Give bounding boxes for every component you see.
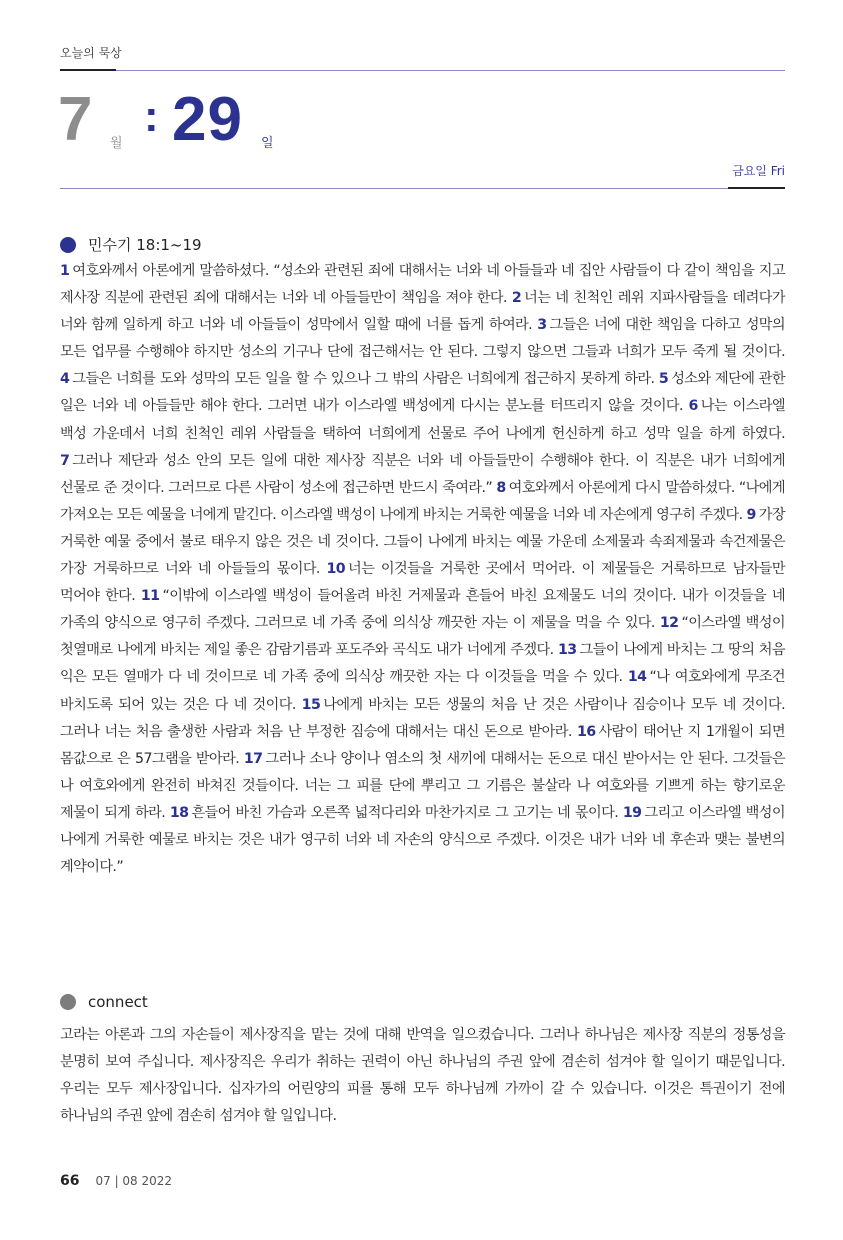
verse-text: 여호와께서 아론에게 다시 말씀하셨다. “나에게 가져오는 모든 예물을 너에게 맡긴다. 이스라엘 백성이 나에게 바치는 거룩한 예물을 너와 네 자손에게 영구히 주겠다. xyxy=(60,479,785,523)
verse-number: 3 xyxy=(537,317,547,334)
section-label: 오늘의 묵상 xyxy=(60,46,122,60)
scripture-reference: 민수기 18:1~19 xyxy=(88,236,202,254)
verse-text: 나는 이스라엘 백성 가운데서 너희 친척인 레위 사람들을 택하여 너희에게 선물로 주어 나에게 헌신하게 하고 성막 일을 하게 하였다. xyxy=(60,398,785,442)
verse-text: 사람이 태어난 지 1개월이 되면 몸값으로 은 57그램을 받아라. xyxy=(60,723,785,767)
verse-text: 그러나 소나 양이나 염소의 첫 새끼에 대해서는 돈으로 대신 받아서는 안 된다. 그것들은 나 여호와에게 완전히 바쳐진 것들이다. 너는 그 피를 단에 뿌리고 그 기름은 불살라 나 여호와를 기쁘게 하는 향기로운 제물이 되게 하라. xyxy=(60,750,785,821)
bullet-icon xyxy=(60,994,76,1010)
bullet-icon xyxy=(60,237,76,253)
verse-text: 성소와 제단에 관한 일은 너와 네 아들들만 해야 한다. 그러면 내가 이스라엘 백성에게 다시는 분노를 터뜨리지 않을 것이다. xyxy=(60,371,785,415)
verse-text: 흔들어 바친 가슴과 오른쪽 넓적다리와 마찬가지로 그 고기는 네 몫이다. xyxy=(191,804,619,821)
verse-number: 18 xyxy=(169,804,189,821)
page-number: 66 xyxy=(60,1173,80,1189)
verse-number: 8 xyxy=(496,479,506,496)
month-number: 7 xyxy=(58,85,93,154)
connect-text: 고라는 아론과 그의 자손들이 제사장직을 맡는 것에 대해 반역을 일으켰습니다. 그러나 하나님은 제사장 직분의 정통성을 분명히 보여 주십니다. 제사장직은 우리가 취하는 권력이 아닌 하나님의 주권 앞에 겸손히 섬겨야 할 일이기 때문입니다. 우리는 모두 제사장입니다. 십자가의 어린양의 피를 통해 모두 하나님께 가까이 갈 수 있습니다. 이것은 특권이기 전에 하나님의 주권 앞에 겸손히 섬겨야 할 일입니다. xyxy=(60,1027,785,1125)
verse-text: 나에게 바치는 모든 생물의 처음 난 것은 사람이나 짐승이나 모두 네 것이다. 그러나 너는 처음 출생한 사람과 처음 난 부정한 짐승에 대해서는 대신 돈으로 받아라. xyxy=(60,696,785,740)
scripture-text xyxy=(60,258,785,881)
issue-date: 07 | 08 2022 xyxy=(95,1174,173,1188)
verse-number: 12 xyxy=(659,615,679,632)
connect-heading xyxy=(60,993,148,1011)
verse-number: 6 xyxy=(688,398,698,415)
verse-text: 가장 거룩한 예물 중에서 불로 태우지 않은 것은 네 것이다. 그들이 나에게 바치는 예물 가운데 소제물과 속죄제물과 속건제물은 가장 거룩하므로 너와 네 아들들의 몫이다. xyxy=(60,506,785,578)
verse-number: 15 xyxy=(301,696,321,713)
verse-text: 그들은 너희를 도와 성막의 모든 일을 할 수 있으나 그 밖의 사람은 너희에게 접근하지 못하게 하라. xyxy=(72,371,655,388)
verse-text: 그들은 너에 대한 책임을 다하고 성막의 모든 업무를 수행해야 하지만 성소의 기구나 단에 접근해서는 안 된다. 그렇지 않으면 그들과 너희가 모두 죽게 될 것이다. xyxy=(60,317,786,361)
verse-number: 13 xyxy=(557,642,577,659)
verse-text: 그러나 제단과 성소 안의 모든 일에 대한 제사장 직분은 너와 네 아들들만이 수행해야 한다. 이 직분은 내가 너희에게 선물로 준 것이다. 그러므로 다른 사람이 성소에 접근하면 반드시 죽여라.” xyxy=(60,452,785,496)
verse-number: 11 xyxy=(140,588,160,605)
verse-text: 너는 네 친척인 레위 지파사람들을 데려다가 너와 함께 일하게 하고 너와 네 아들들이 성막에서 일할 때에 너를 돕게 하여라. xyxy=(60,290,785,334)
date-rule xyxy=(60,188,728,189)
page-footer xyxy=(60,1173,172,1189)
weekday: 금요일 Fri xyxy=(732,164,785,178)
verse-text: 여호와께서 아론에게 말씀하셨다. “성소와 관련된 죄에 대해서는 너와 네 아들들과 네 집안 사람들이 다 같이 책임을 지고 제사장 직분에 관련된 죄에 대해서는 너와 네 아들들만이 책임을 져야 한다. xyxy=(60,263,785,307)
verse-number: 5 xyxy=(658,371,669,388)
verse-text: 그리고 이스라엘 백성이 나에게 거룩한 예물로 바치는 것은 내가 영구히 너와 네 자손의 양식으로 주겠다. 이것은 내가 너와 네 후손과 맺는 불변의 계약이다.” xyxy=(60,804,785,876)
verse-text: “이밖에 이스라엘 백성이 들어올려 바친 거제물과 흔들어 바친 요제물도 너의 것이다. 내가 이것들을 네 가족의 양식으로 영구히 주겠다. 그러므로 네 가족 중에 의식상 깨끗한 자는 이 제물을 먹을 수 있다. xyxy=(60,588,785,632)
day-unit: 일 xyxy=(261,136,274,151)
scripture-heading xyxy=(60,234,202,255)
verse-number: 10 xyxy=(326,561,346,578)
verse-text: “이스라엘 백성이 첫열매로 나에게 바치는 제일 좋은 감람기름과 포도주와 곡식도 내가 너에게 주겠다. xyxy=(60,615,785,659)
month-unit: 월 xyxy=(110,136,123,151)
verse-number: 1 xyxy=(60,263,70,279)
header-underline xyxy=(60,69,116,71)
verse-number: 4 xyxy=(60,371,70,388)
day-number: 29 xyxy=(172,85,243,154)
verse-text: “나 여호와에게 무조건 바치도록 되어 있는 것은 다 네 것이다. xyxy=(60,669,785,713)
date-separator: : xyxy=(144,92,159,141)
verse-number: 17 xyxy=(243,750,263,767)
verse-number: 7 xyxy=(60,452,70,469)
header-rule xyxy=(116,70,785,71)
verse-number: 14 xyxy=(627,669,647,686)
verse-number: 19 xyxy=(622,804,642,821)
verse-number: 16 xyxy=(576,723,596,740)
verse-number: 2 xyxy=(511,290,522,307)
connect-title: connect xyxy=(88,993,148,1011)
verse-text: 그들이 나에게 바치는 그 땅의 처음 익은 모든 열매가 다 네 것이므로 네 가족 중에 의식상 깨끗한 자는 다 이것들을 먹을 수 있다. xyxy=(60,642,785,686)
verse-text: 너는 이것들을 거룩한 곳에서 먹어라. 이 제물들은 거룩하므로 남자들만 먹어야 한다. xyxy=(60,561,786,605)
verse-number: 9 xyxy=(746,506,756,523)
weekday-underline xyxy=(728,187,785,189)
